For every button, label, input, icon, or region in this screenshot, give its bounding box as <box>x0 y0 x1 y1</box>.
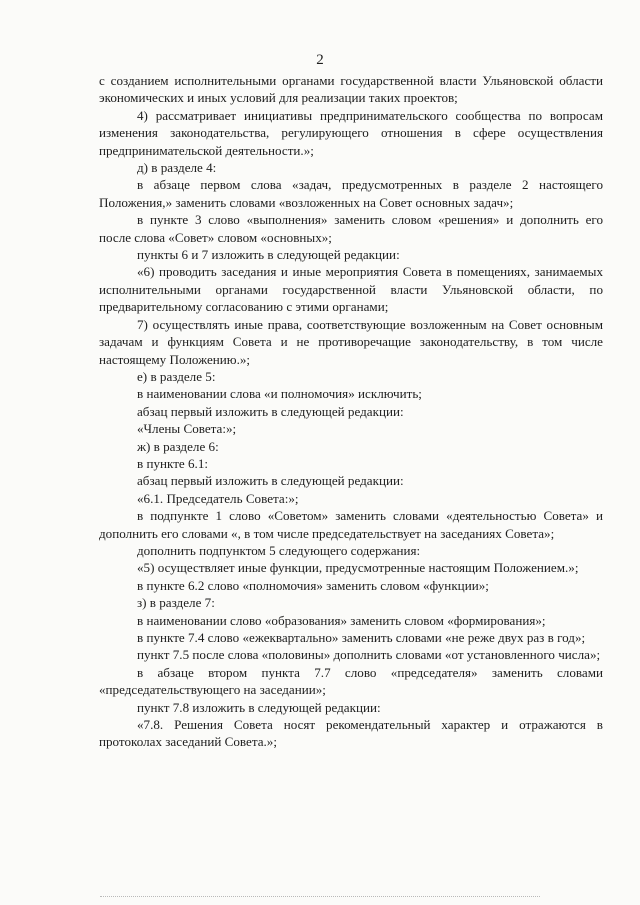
paragraph: 4) рассматривает инициативы предпринимательского сообщества по вопросам изменения законодательства, регулирующего отношения в сфере осуществления предпринимательской деятельности.»; <box>99 107 603 158</box>
paragraph: 7) осуществлять иные права, соответствующие возложенным на Совет основным задачам и функциям Совета и не противоречащие законодательству, в том числе настоящему Положению.»; <box>99 316 603 367</box>
paragraph: пункты 6 и 7 изложить в следующей редакции: <box>137 247 400 263</box>
paragraph: «6) проводить заседания и иные мероприятия Совета в помещениях, занимаемых исполнительными органами государственной власти Ульяновской области, по предварительному согласованию с этими органами; <box>99 264 603 315</box>
paragraph: в наименовании слово «образования» заменить словом «формирования»; <box>137 612 546 628</box>
paragraph: в абзаце втором пункта 7.7 слово «председателя» заменить словами «председательствующего на заседании»; <box>99 664 603 698</box>
page-number: 2 <box>316 52 324 68</box>
paragraph: пункт 7.8 изложить в следующей редакции: <box>137 699 381 715</box>
scan-artifact <box>100 896 540 899</box>
paragraph: е) в разделе 5: <box>137 368 216 384</box>
paragraph: в подпункте 1 слово «Советом» заменить словами «деятельностью Совета» и дополнить его словами «, в том числе председательствует на заседаниях Совета»; <box>99 508 603 541</box>
paragraph: в абзаце первом слова «задач, предусмотренных в разделе 2 настоящего Положения,» заменить словами «возложенных на Совет основных задач»; <box>99 177 603 210</box>
paragraph: с созданием исполнительными органами государственной власти Ульяновской области экономических и иных условий для реализации таких проектов; <box>99 73 603 106</box>
paragraph: дополнить подпунктом 5 следующего содержания: <box>137 542 421 558</box>
paragraph: в пункте 3 слово «выполнения» заменить словом «решения» и дополнить его после слова «Совет» словом «основных»; <box>99 212 603 245</box>
paragraph: «7.8. Решения Совета носят рекомендательный характер и отражаются в протоколах заседаний Совета.»; <box>99 717 603 750</box>
paragraph: в пункте 6.1: <box>137 455 209 471</box>
paragraph: «Члены Совета:»; <box>137 421 237 437</box>
paragraph: абзац первый изложить в следующей редакции: <box>137 473 404 489</box>
paragraph: пункт 7.5 после слова «половины» дополнить словами «от установленного числа»; <box>137 647 601 663</box>
paragraph: ж) в разделе 6: <box>137 438 219 454</box>
paragraph: в пункте 6.2 слово «полномочия» заменить словом «функции»; <box>137 577 489 593</box>
paragraph: д) в разделе 4: <box>137 160 217 176</box>
paragraph: в пункте 7.4 слово «ежеквартально» заменить словами «не реже двух раз в год»; <box>137 630 586 645</box>
paragraph: в наименовании слова «и полномочия» исключить; <box>137 386 422 402</box>
document-body <box>99 72 603 751</box>
paragraph: абзац первый изложить в следующей редакции: <box>137 403 404 419</box>
paragraph: «6.1. Председатель Совета:»; <box>137 490 299 506</box>
paragraph: з) в разделе 7: <box>137 595 215 611</box>
paragraph: «5) осуществляет иные функции, предусмотренные настоящим Положением.»; <box>137 560 579 576</box>
